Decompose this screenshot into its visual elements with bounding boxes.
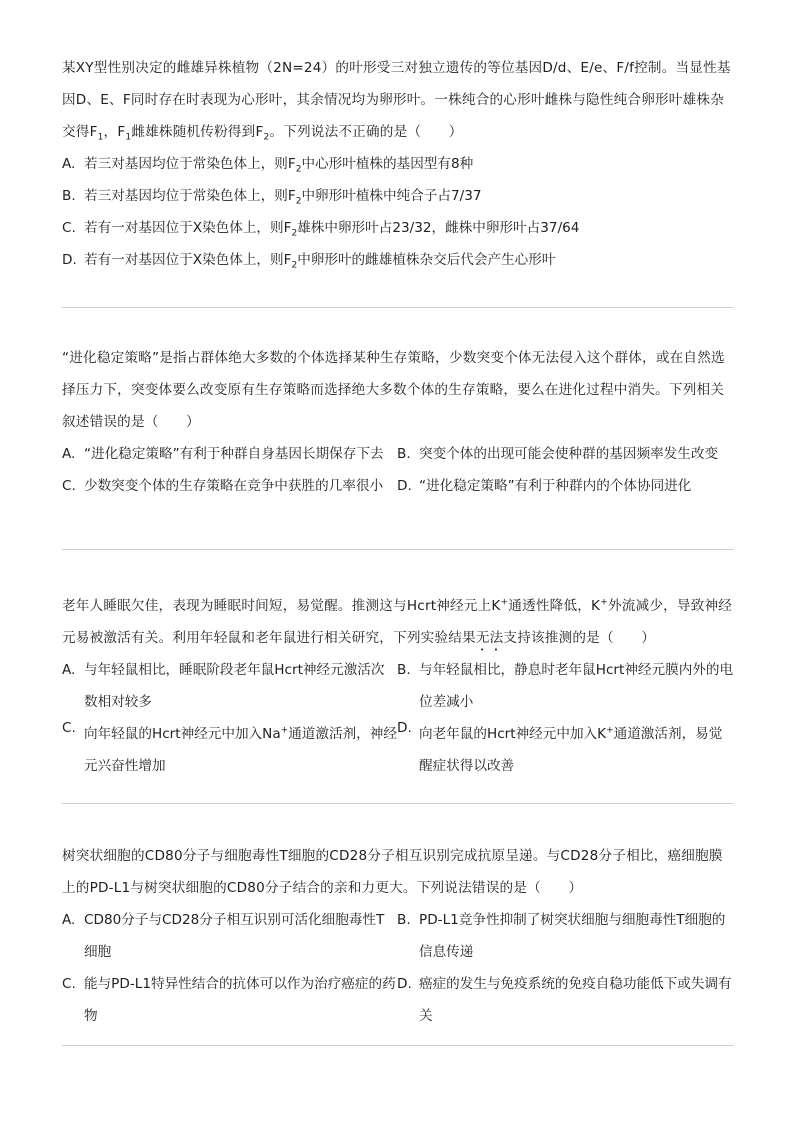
option-b[interactable] <box>62 180 734 212</box>
option-d[interactable] <box>397 968 734 1032</box>
divider <box>62 549 734 550</box>
subscript: 2 <box>291 260 298 271</box>
subscript: 2 <box>295 164 302 175</box>
option-d[interactable] <box>397 718 734 782</box>
option-text-part: 若三对基因均位于常染色体上，则F <box>84 156 296 172</box>
option-text-part: 中心形叶植株的基因型有8种 <box>301 156 474 172</box>
option-c[interactable] <box>62 968 397 1032</box>
divider <box>62 307 734 308</box>
option-text-part: 若有一对基因位于X染色体上，则F <box>84 220 292 236</box>
option-key: D. <box>397 720 412 736</box>
option-key: C. <box>62 720 76 736</box>
option-key: B. <box>397 912 411 928</box>
options-grid <box>62 904 734 1032</box>
subscript: 2 <box>295 196 302 207</box>
option-text <box>84 212 734 244</box>
option-text-part: 雄株中卵形叶占23/32，雌株中卵形叶占37/64 <box>297 220 580 236</box>
option-text: 能与PD-L1特异性结合的抗体可以作为治疗癌症的药物 <box>84 976 396 1024</box>
option-text: CD80分子与CD28分子相互识别可活化细胞毒性T细胞 <box>84 912 385 960</box>
question-3 <box>62 590 734 782</box>
option-text <box>84 148 734 180</box>
stem-text: 支持该推测的是（ ） <box>503 630 656 646</box>
question-1 <box>62 52 734 276</box>
option-text <box>419 718 734 782</box>
option-text-part: 中卵形叶植株中纯合子占7/37 <box>301 188 482 204</box>
subscript: 1 <box>97 132 104 143</box>
option-text-part: 通道激活剂，神经元兴奋性增加 <box>84 726 397 774</box>
option-key: C. <box>62 220 76 236</box>
option-d[interactable] <box>62 244 734 276</box>
option-key: D. <box>62 252 77 268</box>
question-2 <box>62 342 734 502</box>
stem-text: 老年人睡眠欠佳，表现为睡眠时间短，易觉醒。推测这与Hcrt神经元上K <box>62 598 501 614</box>
option-text: 少数突变个体的生存策略在竞争中获胜的几率很小 <box>84 478 384 494</box>
option-text: 与年轻鼠相比，睡眠阶段老年鼠Hcrt神经元激活次数相对较多 <box>84 662 385 710</box>
question-1-stem <box>62 52 734 148</box>
option-key: A. <box>62 156 76 172</box>
option-c[interactable] <box>62 212 734 244</box>
option-b[interactable] <box>397 654 734 718</box>
option-key: C. <box>62 976 76 992</box>
stem-text: 某XY型性别决定的雌雄异株植物（2N=24）的叶形受三对独立遗传的等位基因D/d、E/e、F/f控制。当显性基因D、E、F同时存在时表现为心形叶，其余情况均为卵形叶。一株纯合的心形叶雌株与隐性纯合卵形叶雄株杂交得F <box>62 60 731 140</box>
option-text: 突变个体的出现可能会使种群的基因频率发生改变 <box>419 446 719 462</box>
option-c[interactable] <box>62 718 397 782</box>
divider <box>62 803 734 804</box>
option-text <box>84 244 734 276</box>
option-key: B. <box>62 188 76 204</box>
option-text-part: 向年轻鼠的Hcrt神经元中加入Na <box>84 726 281 742</box>
divider <box>62 1045 734 1046</box>
superscript: + <box>606 725 614 736</box>
option-key: B. <box>397 662 411 678</box>
option-d[interactable] <box>397 470 734 502</box>
option-a[interactable] <box>62 438 397 470</box>
option-text-part: 若有一对基因位于X染色体上，则F <box>84 252 292 268</box>
subscript: 1 <box>125 132 132 143</box>
subscript: 2 <box>291 228 298 239</box>
option-text-part: 通道激活剂，易觉醒症状得以改善 <box>419 726 723 774</box>
option-a[interactable] <box>62 148 734 180</box>
question-3-stem <box>62 590 734 654</box>
question-2-stem: “进化稳定策略”是指占群体绝大多数的个体选择某种生存策略，少数突变个体无法侵入这个群体，或在自然选择压力下，突变体要么改变原有生存策略而选择绝大多数个体的生存策略，要么在进化过程中消失。下列相关叙述错误的是（ ） <box>62 350 725 430</box>
option-key: C. <box>62 478 76 494</box>
question-4-stem: 树突状细胞的CD80分子与细胞毒性T细胞的CD28分子相互识别完成抗原呈递。与CD28分子相比，癌细胞膜上的PD-L1与树突状细胞的CD80分子结合的亲和力更大。下列说法错误的是（ ） <box>62 848 723 896</box>
option-key: A. <box>62 446 76 462</box>
question-4 <box>62 840 734 1032</box>
superscript: + <box>280 725 289 736</box>
option-text-part: 向老年鼠的Hcrt神经元中加入K <box>419 726 607 742</box>
options-grid <box>62 654 734 782</box>
stem-text: 外流减少，导致神经元易被激活有关。利用年轻鼠和老年鼠进行相关研究，下列实验结果 <box>62 598 733 646</box>
stem-text: 雌雄株随机传粉得到F <box>131 124 264 140</box>
option-key: D. <box>397 478 412 494</box>
emphasis-text: 无法 <box>475 630 504 646</box>
options-grid <box>62 438 734 502</box>
option-a[interactable] <box>62 904 397 968</box>
option-key: B. <box>397 446 411 462</box>
stem-text: ，F <box>103 124 126 140</box>
option-key: A. <box>62 912 76 928</box>
stem-text: 。下列说法不正确的是（ ） <box>269 124 463 140</box>
option-key: D. <box>397 976 412 992</box>
option-b[interactable] <box>397 904 734 968</box>
option-c[interactable] <box>62 470 397 502</box>
option-text: 癌症的发生与免疫系统的免疫自稳功能低下或失调有关 <box>419 976 732 1024</box>
option-text-part: 若三对基因均位于常染色体上，则F <box>84 188 296 204</box>
option-text-part: 中卵形叶的雌雄植株杂交后代会产生心形叶 <box>297 252 556 268</box>
stem-text: 通透性降低，K <box>508 598 601 614</box>
subscript: 2 <box>263 132 270 143</box>
option-text <box>84 180 734 212</box>
superscript: + <box>500 597 509 608</box>
option-text <box>84 718 397 782</box>
option-b[interactable] <box>397 438 734 470</box>
option-a[interactable] <box>62 654 397 718</box>
option-text: “进化稳定策略”有利于种群自身基因长期保存下去 <box>84 446 384 462</box>
superscript: + <box>600 597 608 608</box>
option-text: PD-L1竞争性抑制了树突状细胞与细胞毒性T细胞的信息传递 <box>419 912 726 960</box>
option-key: A. <box>62 662 76 678</box>
option-text: 与年轻鼠相比，静息时老年鼠Hcrt神经元膜内外的电位差减小 <box>419 662 734 710</box>
option-text: “进化稳定策略”有利于种群内的个体协同进化 <box>419 478 692 494</box>
